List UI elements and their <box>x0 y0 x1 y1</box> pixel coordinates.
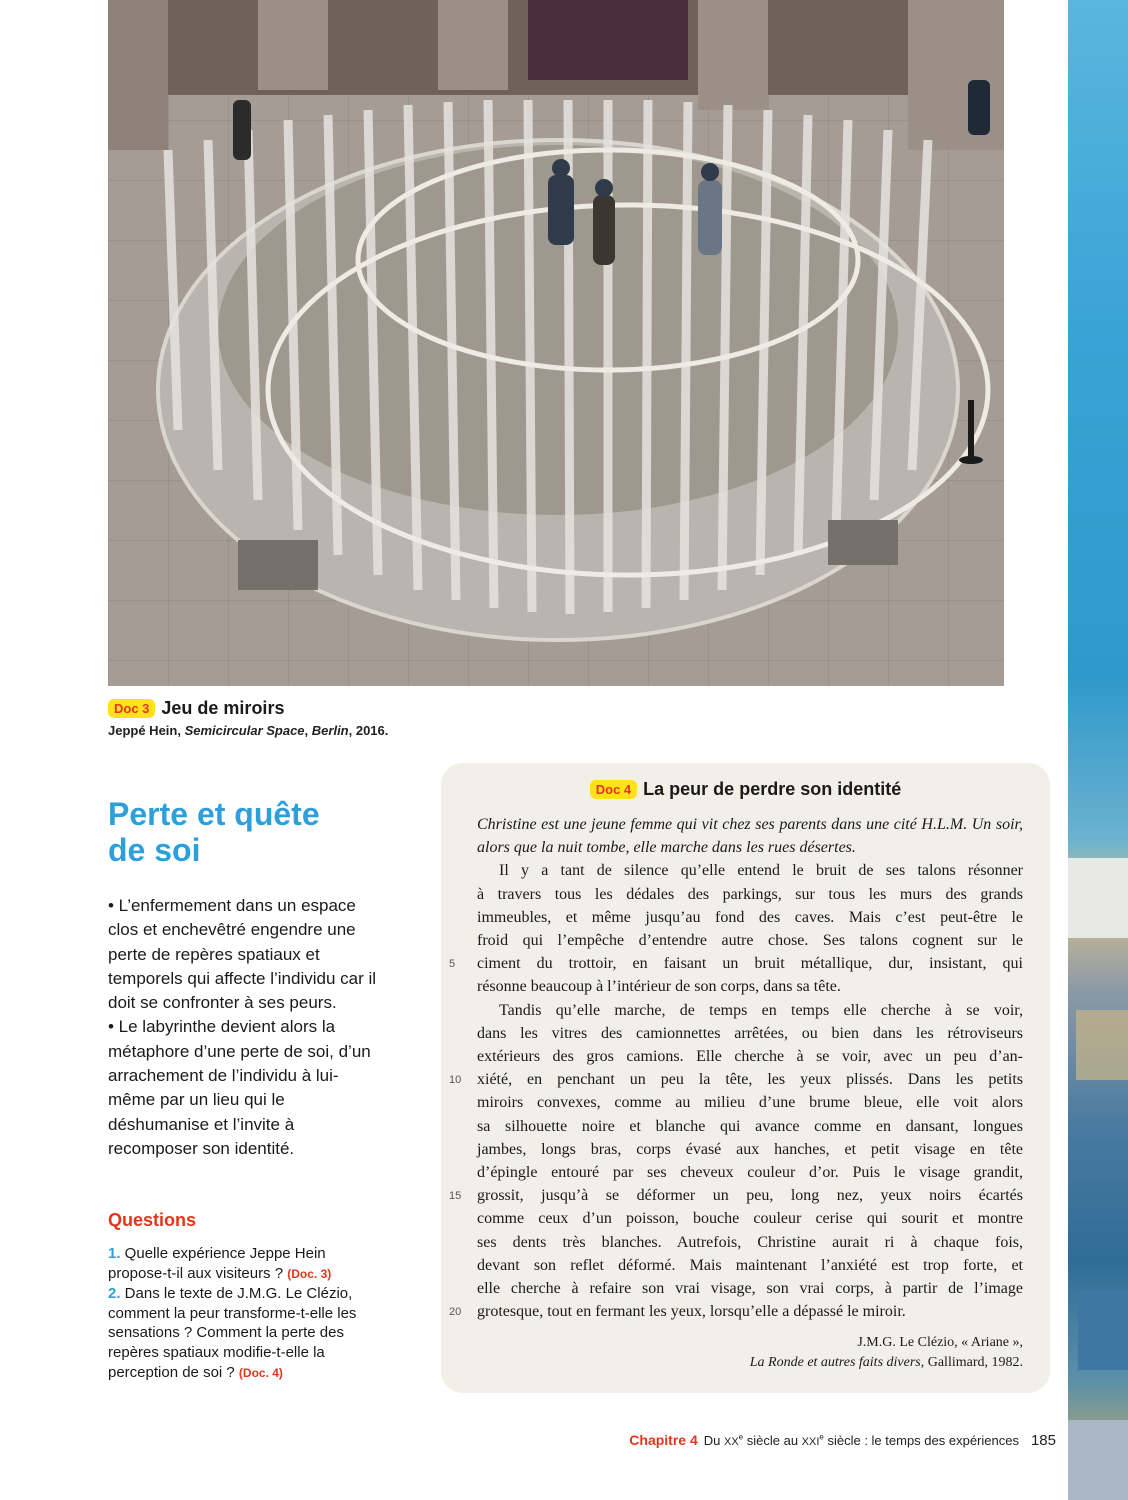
text-line: ses dents très blanches. Autrefois, Christine aurait ri à chaque fois, <box>477 1233 1023 1251</box>
line-text: grotesque, tout en fermant les yeux, lorsqu’elle a dépassé le miroir. <box>477 1303 906 1321</box>
line-number: 15 <box>449 1190 462 1203</box>
photo-illustration <box>108 0 1004 686</box>
source-publisher: , Gallimard, 1982. <box>920 1355 1023 1371</box>
page-footer <box>629 1432 1056 1449</box>
strip-panel <box>1068 858 1128 938</box>
footer-superscript: e <box>738 1432 744 1442</box>
doc4-title: La peur de perdre son identité <box>643 779 902 799</box>
source-work-title: La Ronde et autres faits divers <box>749 1355 921 1371</box>
footer-century: XXI <box>801 1436 820 1448</box>
doc3-title: Jeu de miroirs <box>161 698 285 718</box>
text-line: à travers tous les dédales des parkings, sur tous les murs des grands <box>477 885 1023 903</box>
text-line <box>449 1184 1023 1207</box>
doc3-work-title: Semicircular Space <box>184 723 305 738</box>
decorative-side-photo-strip <box>1068 0 1128 1500</box>
source-publication <box>477 1353 1023 1373</box>
text-line: extérieurs des gros camions. Elle cherche à se voir, avec un peu d’an- <box>477 1048 1023 1066</box>
doc4-intro: Christine est une jeune femme qui vit chez ses parents dans une cité H.L.M. Un soir, alors que la nuit tombe, elle marche dans les rues désertes. <box>477 816 1023 857</box>
doc3-credit <box>108 723 388 738</box>
doc4-text <box>449 813 1023 1373</box>
bollard <box>968 400 974 460</box>
doc4-header <box>441 779 1050 800</box>
text-line: sa silhouette noire et blanche qui avance comme en dansant, longues <box>477 1117 1023 1135</box>
section-title <box>108 796 380 868</box>
strip-panel <box>1068 1420 1128 1500</box>
pillar <box>438 0 508 90</box>
text-line: Tandis qu’elle marche, de temps en temps elle cherche à se voir, <box>499 1001 1023 1019</box>
section-paragraph-1: • L’enfermement dans un espace clos et enchevêtré engendre une perte de repères spatiaux et temporels qui affecte l’individu car il doit se confronter à ses peurs. <box>108 896 377 1013</box>
footer-century: XX <box>723 1436 739 1448</box>
question-text: Quelle expérience Jeppe Hein propose-t-il aux visiteurs ? <box>108 1245 326 1282</box>
questions-title: Questions <box>108 1210 197 1230</box>
footer-text: Du <box>703 1433 724 1448</box>
doc4-source <box>477 1333 1023 1373</box>
floor-grate <box>238 540 318 590</box>
text-line: résonne beaucoup à l’intérieur de son corps, dans sa tête. <box>477 978 841 996</box>
text-line: jambes, longs bras, corps évasé aux hanches, et petit visage en tête <box>477 1140 1023 1158</box>
question-1 <box>108 1244 380 1284</box>
text-line: elle cherche à refaire son vrai visage, son vrai corps, à partir de l’image <box>477 1280 1023 1298</box>
text-line: d’épingle entouré par ses cheveux couleur d’or. Puis le visage grandit, <box>477 1164 1023 1182</box>
strip-panel <box>1078 1290 1128 1370</box>
page-number: 185 <box>1030 1432 1056 1449</box>
pillar <box>698 0 768 110</box>
pillar <box>108 0 168 150</box>
line-number: 20 <box>449 1306 462 1319</box>
text-line: immeubles, et même jusqu’au fond des caves. Mais c’est peut-être le <box>477 908 1023 926</box>
doc3-city: Berlin <box>311 723 349 738</box>
text-line <box>449 1300 1023 1323</box>
text-line: dans les vitres des camionnettes arrêtées, ou bien dans les rétroviseurs <box>477 1024 1023 1042</box>
strip-panel <box>1076 1010 1128 1080</box>
mirror-installation-photo <box>108 0 1004 686</box>
footer-text: siècle : le temps des expériences <box>823 1433 1019 1448</box>
doc3-badge: Doc 3 <box>108 699 155 718</box>
text-line: Il y a tant de silence qu’elle entend le bruit de ses talons résonner <box>499 862 1023 880</box>
line-text: xiété, en penchant un peu la tête, les yeux plissés. Dans les petits <box>477 1071 1023 1089</box>
line-number: 10 <box>449 1074 462 1087</box>
section-title-line2: de soi <box>108 832 201 868</box>
questions-list <box>108 1244 380 1383</box>
doc3-caption <box>108 698 388 738</box>
chapter-label: Chapitre 4 <box>629 1432 698 1448</box>
text-line: miroirs convexes, comme au milieu d’une brume bleue, elle voit alors <box>477 1094 1023 1112</box>
question-number: 2. <box>108 1285 121 1303</box>
doorway <box>528 0 688 80</box>
floor-grate <box>828 520 898 565</box>
doc3-year: , 2016. <box>348 723 389 738</box>
doc3-artist: Jeppé Hein, <box>108 723 185 738</box>
text-line: comme ceux d’un poisson, bouche couleur cerise qui sourit et montre <box>477 1210 1023 1228</box>
footer-superscript: e <box>819 1432 824 1442</box>
bollard-base <box>959 456 983 464</box>
question-doc-reference: (Doc. 4) <box>238 1365 283 1380</box>
section-title-line1: Perte et quête <box>108 796 320 832</box>
line-number: 5 <box>449 958 456 971</box>
section-body <box>108 894 380 1161</box>
pillar <box>258 0 328 90</box>
doc3-separator: , <box>304 723 312 738</box>
text-line <box>449 952 1023 975</box>
text-line: devant son reflet déformé. Mais maintenant l’anxiété est trop forte, et <box>477 1256 1023 1274</box>
line-text: ciment du trottoir, en faisant un bruit métallique, dur, insistant, qui <box>477 955 1023 973</box>
section-paragraph-2: • Le labyrinthe devient alors la métaphore d’une perte de soi, d’un arrachement de l’individu à lui-même par un lieu qui le déshumanise et l’invite à recomposer son identité. <box>108 1017 371 1158</box>
question-2 <box>108 1284 380 1383</box>
doc4-badge: Doc 4 <box>590 780 637 799</box>
question-number: 1. <box>108 1245 121 1262</box>
question-text: Dans le texte de J.M.G. Le Clézio, comment la peur transforme-t-elle les sensations ? Comment la perte des repères spatiaux modifie-t-elle la perception de soi ? <box>108 1285 357 1381</box>
text-line: froid qui l’empêche d’entendre autre chose. Ses talons cognent sur le <box>477 932 1023 950</box>
text-line <box>449 1068 1023 1091</box>
line-text: grossit, jusqu’à se déformer un peu, long nez, yeux noirs écartés <box>477 1187 1023 1205</box>
footer-text: siècle au <box>743 1433 802 1448</box>
question-doc-reference: (Doc. 3) <box>287 1266 332 1281</box>
section-perte-quete <box>108 796 380 1161</box>
source-author: J.M.G. Le Clézio, « Ariane », <box>857 1335 1023 1351</box>
doc4-panel <box>441 763 1050 1393</box>
